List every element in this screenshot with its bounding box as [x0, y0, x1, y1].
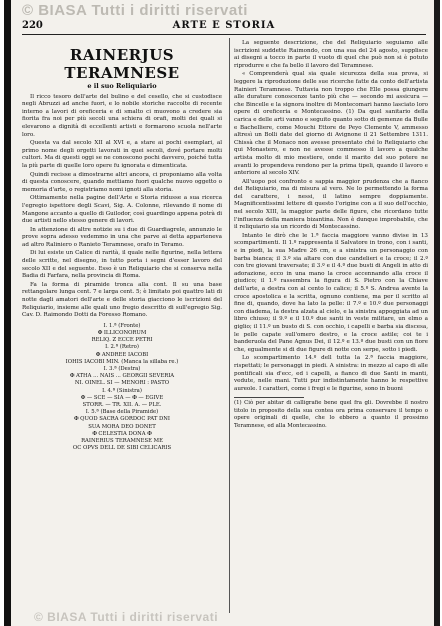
inscription-line: RAINERIUS TERAMNESE ME	[81, 438, 163, 445]
inscription-line: STORR. — TR. XII. A. — PLE.	[82, 402, 162, 409]
paragraph: Fa la forma di piramide tronca alla cont. Il su una base rettangolare lunga cent. 7 e larga cent. 5; è limitato poi quattro lati di notte dagli amatori dell'arte e delle storia giacciono le iscrizioni del Reliquiario, insieme alle quali uno fregio descritto di sull'egregio Sig. Cav. D. Raimondo Dotti da Foresso Romano.	[22, 281, 222, 319]
paragraph: La seguente descrizione, che del Reliquiario seguiamo alle iscrizioni suddette Raimondo, con una sua del 24 agosto, supplisce ai disegni a tocco in parte il vuoto di quel che può non si è potuto riprodurre e che fa bello il lavoro del Teramnese.	[234, 40, 428, 69]
column-rule	[229, 38, 230, 613]
header-rule	[22, 34, 426, 35]
paragraph: Lo scompartimento 14.º dell tutta la 2.ª faccia maggiore, rispettati; le personaggi in piedi. A sinistra: in mezzo al capo di alle pontificali sia d'ecc, ed i capelli, a fianco di due Santi in manti, vedute, nelle mani. Tutti pur indistintamente hanno le respettive aureole. I caratteri, come i fregi e le figurine, sono in buoni	[234, 355, 428, 392]
inscription-line: I. 1.ª (Fronte)	[103, 322, 141, 329]
scan-edge-right	[434, 0, 440, 626]
paragraph: Intanto le dirò che le 1.ª faccia maggiore vanno divise in 13 scompartimenti. Il 1.º rappresenta il Salvatore in trono, con i santi, e in piedi, la sua Madre 26 cm, e a sinistra un personaggio con barba bianca; il 3.º sia altare con due candelieri e la croce; il 2.º con tre giovani traversate; il 3.º e il 4.º due busti di Angeli in atto di adorazione, ecco in una mano la croce accennando alla croce il giudico; il 1.º rassembra la figura di S. Pietro con la Chiave dell'arte, a destra con al cento lo calice; il 5.º S. Andrea avente la croce apostolica e la scritta, ognuno contiene, ma per il scritto al fine di, quando, dove ha lato la pelle: il 7.º e 10.º due personaggi con diadema, la destra alzata al cielo, e la sinistra appoggiata ad un libro chiuso; il 9.º e il 10.º due santi in veste militare, un elmo a giglio; il 11.º un busto di S. con occhio, i capelli e barba sia discesa, le pelle capate sull'omero destro, e la croce astile; coi te i banderuola del Pane Agnus Dei, il 12.º e 13.º due busti con un fiore che, egualmente si di due figure di notte con serpe, sotto i piedi.	[234, 232, 428, 353]
inscription-line: I. 4.ª (Sinistra)	[102, 387, 142, 394]
footnote: (1) Ciò per abitar di calligrafie bene quel fra gli. Dovrebbe il nostro titolo in proposito della sua contea ora prima conservare il tempo o opere originali di quelle, che lo ebbero a quanto il prossimo Teramnese, ed alla Montecassino.	[234, 400, 428, 429]
inscription-line: I. 3.ª (Destra)	[103, 366, 141, 373]
inscription-line: I. 5.ª (Base della Piramide)	[85, 409, 159, 416]
inscription-line: ✠ ATHA ... NAIS ... GEORGII SEVERIA	[69, 373, 175, 380]
right-column	[234, 40, 428, 430]
inscription-block	[22, 323, 222, 453]
paragraph: In attenzione di altre notizie su i due di Guardiagrele, annunzio le prove sopra adesso vedemmo in una che parve ai detta apparteneva ad altro Raliniero o Ranieto Teramnese, orafo in Teramo.	[22, 226, 222, 248]
left-column	[22, 40, 222, 452]
paragraph: Ottimamente nella pagine dell'Arte e Storia ridusse a sua ricerca l'egregio ispettore degli Scavi, Sig. A. Colonne, rilevando il nome di Mangone accanto a quello di Guilodor, così guardingo appena potrà di due artisti nello stesso genere di lavori.	[22, 195, 223, 225]
paragraph: Quindi recisse a dimostrarne altri ancora, ci proponiamo alla volta di questa conoscere, quando mettiamo fuori qualche nuovo oggetto o memoria d'arte, o registriamo nomi ignoti alla storia.	[22, 171, 222, 193]
paragraph: Questa va dal secolo XII al XVI e, a stare ai pochi esemplari, al primo nome degli orgetti lavorati in quei secoli, dové portare molti cultori. Ma di questi oggi se ne conoscono pochi davvero, poiché tutta la più parte di quelle loro opere fu ignorata e dimenticata.	[22, 140, 222, 169]
watermark-bottom: © BIASA Tutti i diritti riservati	[34, 610, 219, 624]
paragraph: « Comprenderà qual sia quale sicurezza della sua prova, si leggere la riproduzione delle sue ricerche fatte da conto dell'artista Rainieri Teramnese. Tuttavia non troppo che Elle possa giungere alle durature conoscenze tanto più che — secondo mi assicura — che Bincelle e la signora inoltre di Montecomari hanno lasciato loro opere di oreficeria e Montecassino. (1) Da quel sanitario della carica e delle arti vanno e seguito quanto sotto di gemenze da Bulle e Bachelliere, come Mouchi Ettore de Peyo Clemente V, ammesso altresì un Bolli date del giorno di Avignone il 21 Settembre 1311. Chissà che il Monaco non avesse presentato ché lo Reliquiario che qui Monastero, e non ne avesse commesso il lavoro a qualche artista molto di mio mestiere, onde il marito del suo potere ne avanti lo propendeva rendono per la prima tipeli, quando il lavoro e anteriore al secolo XIV.	[234, 71, 428, 177]
page-header	[22, 20, 426, 34]
inscription-line: IOHIS IACOBI MIN. (Manca la sillaba re.)	[65, 358, 179, 365]
inscription-line: ✠ — SCE — SIA — ✠ — EGIVE	[80, 394, 164, 401]
inscription-line: NI. OINEL. SI — MENORI : PASTO	[74, 380, 170, 387]
inscription-line: ✠ ANDREE IACOBI	[95, 351, 149, 358]
inscription-line: RELIQ. Z ECCE PETRI	[91, 337, 153, 344]
journal-title: ARTE E STORIA	[172, 20, 276, 31]
paragraph: Di lui esiste un Calice di rarità, il quale nelle figurine, nella lettera delle scritte, nel disegno, in tutto porta i segni d'esser lavoro del secolo XII e del seguente. Esso è un Reliquiario che si conserva nella Badia di Farfara, nella provincia di Roma.	[22, 250, 222, 280]
footnote-rule	[234, 397, 304, 398]
inscription-line: ✠ QUOD SACRA GORDOC PAT DNI	[74, 416, 170, 423]
page-number: 220	[22, 20, 43, 31]
inscription-line: OC OPVS DELL DE SIBI CELICARIS	[72, 445, 172, 452]
scan-edge-left	[4, 0, 11, 626]
inscription-line: ✠ CELESTIA DONA ✠	[92, 430, 152, 437]
watermark-top: © BIASA Tutti i diritti riservati	[22, 2, 248, 19]
paragraph: Il ricco tesoro dell'arte del bulino e del cesello, che si custodisce negli Abruzzi ad anche fuori, e lo nobile storiche raccolte di recente interno a lavori di oreficeria e di smalto ci muovono a credere sia fiorita fra noi per più secoli una schiera di orafi, molti dei quali si elevarono a dignità di eccellenti artisti e formarono scuola nell'arte loro.	[22, 93, 222, 138]
article-title: RAINERJUS TERAMNESE	[64, 46, 180, 82]
inscription-line: SUA MORA DEO DONET	[88, 423, 156, 430]
inscription-line: I. 2.ª (Retro)	[105, 344, 139, 351]
article-subtitle: e il suo Reliquiario	[87, 82, 157, 90]
paragraph: All'uopo poi confronto e sappia maggior prudenza che a fianco del Reliquiario, ma di misura al vero. Ne lo permettendo la forma del carattere, i nessi, il latino sempre doppiamente. Magnificentissimi lettere di questo l'origine con a il suo dell'occhio, nel secolo XIII, la maggior parte delle figure, che ricordano tutte l'influenza della maniera bizantina. Non è dunque improbabile, che il reliquiario sia un ricordo di Montecassino.	[234, 178, 428, 231]
scanned-page	[4, 0, 440, 626]
inscription-line: ✠ ILLICONORUM	[97, 330, 147, 337]
